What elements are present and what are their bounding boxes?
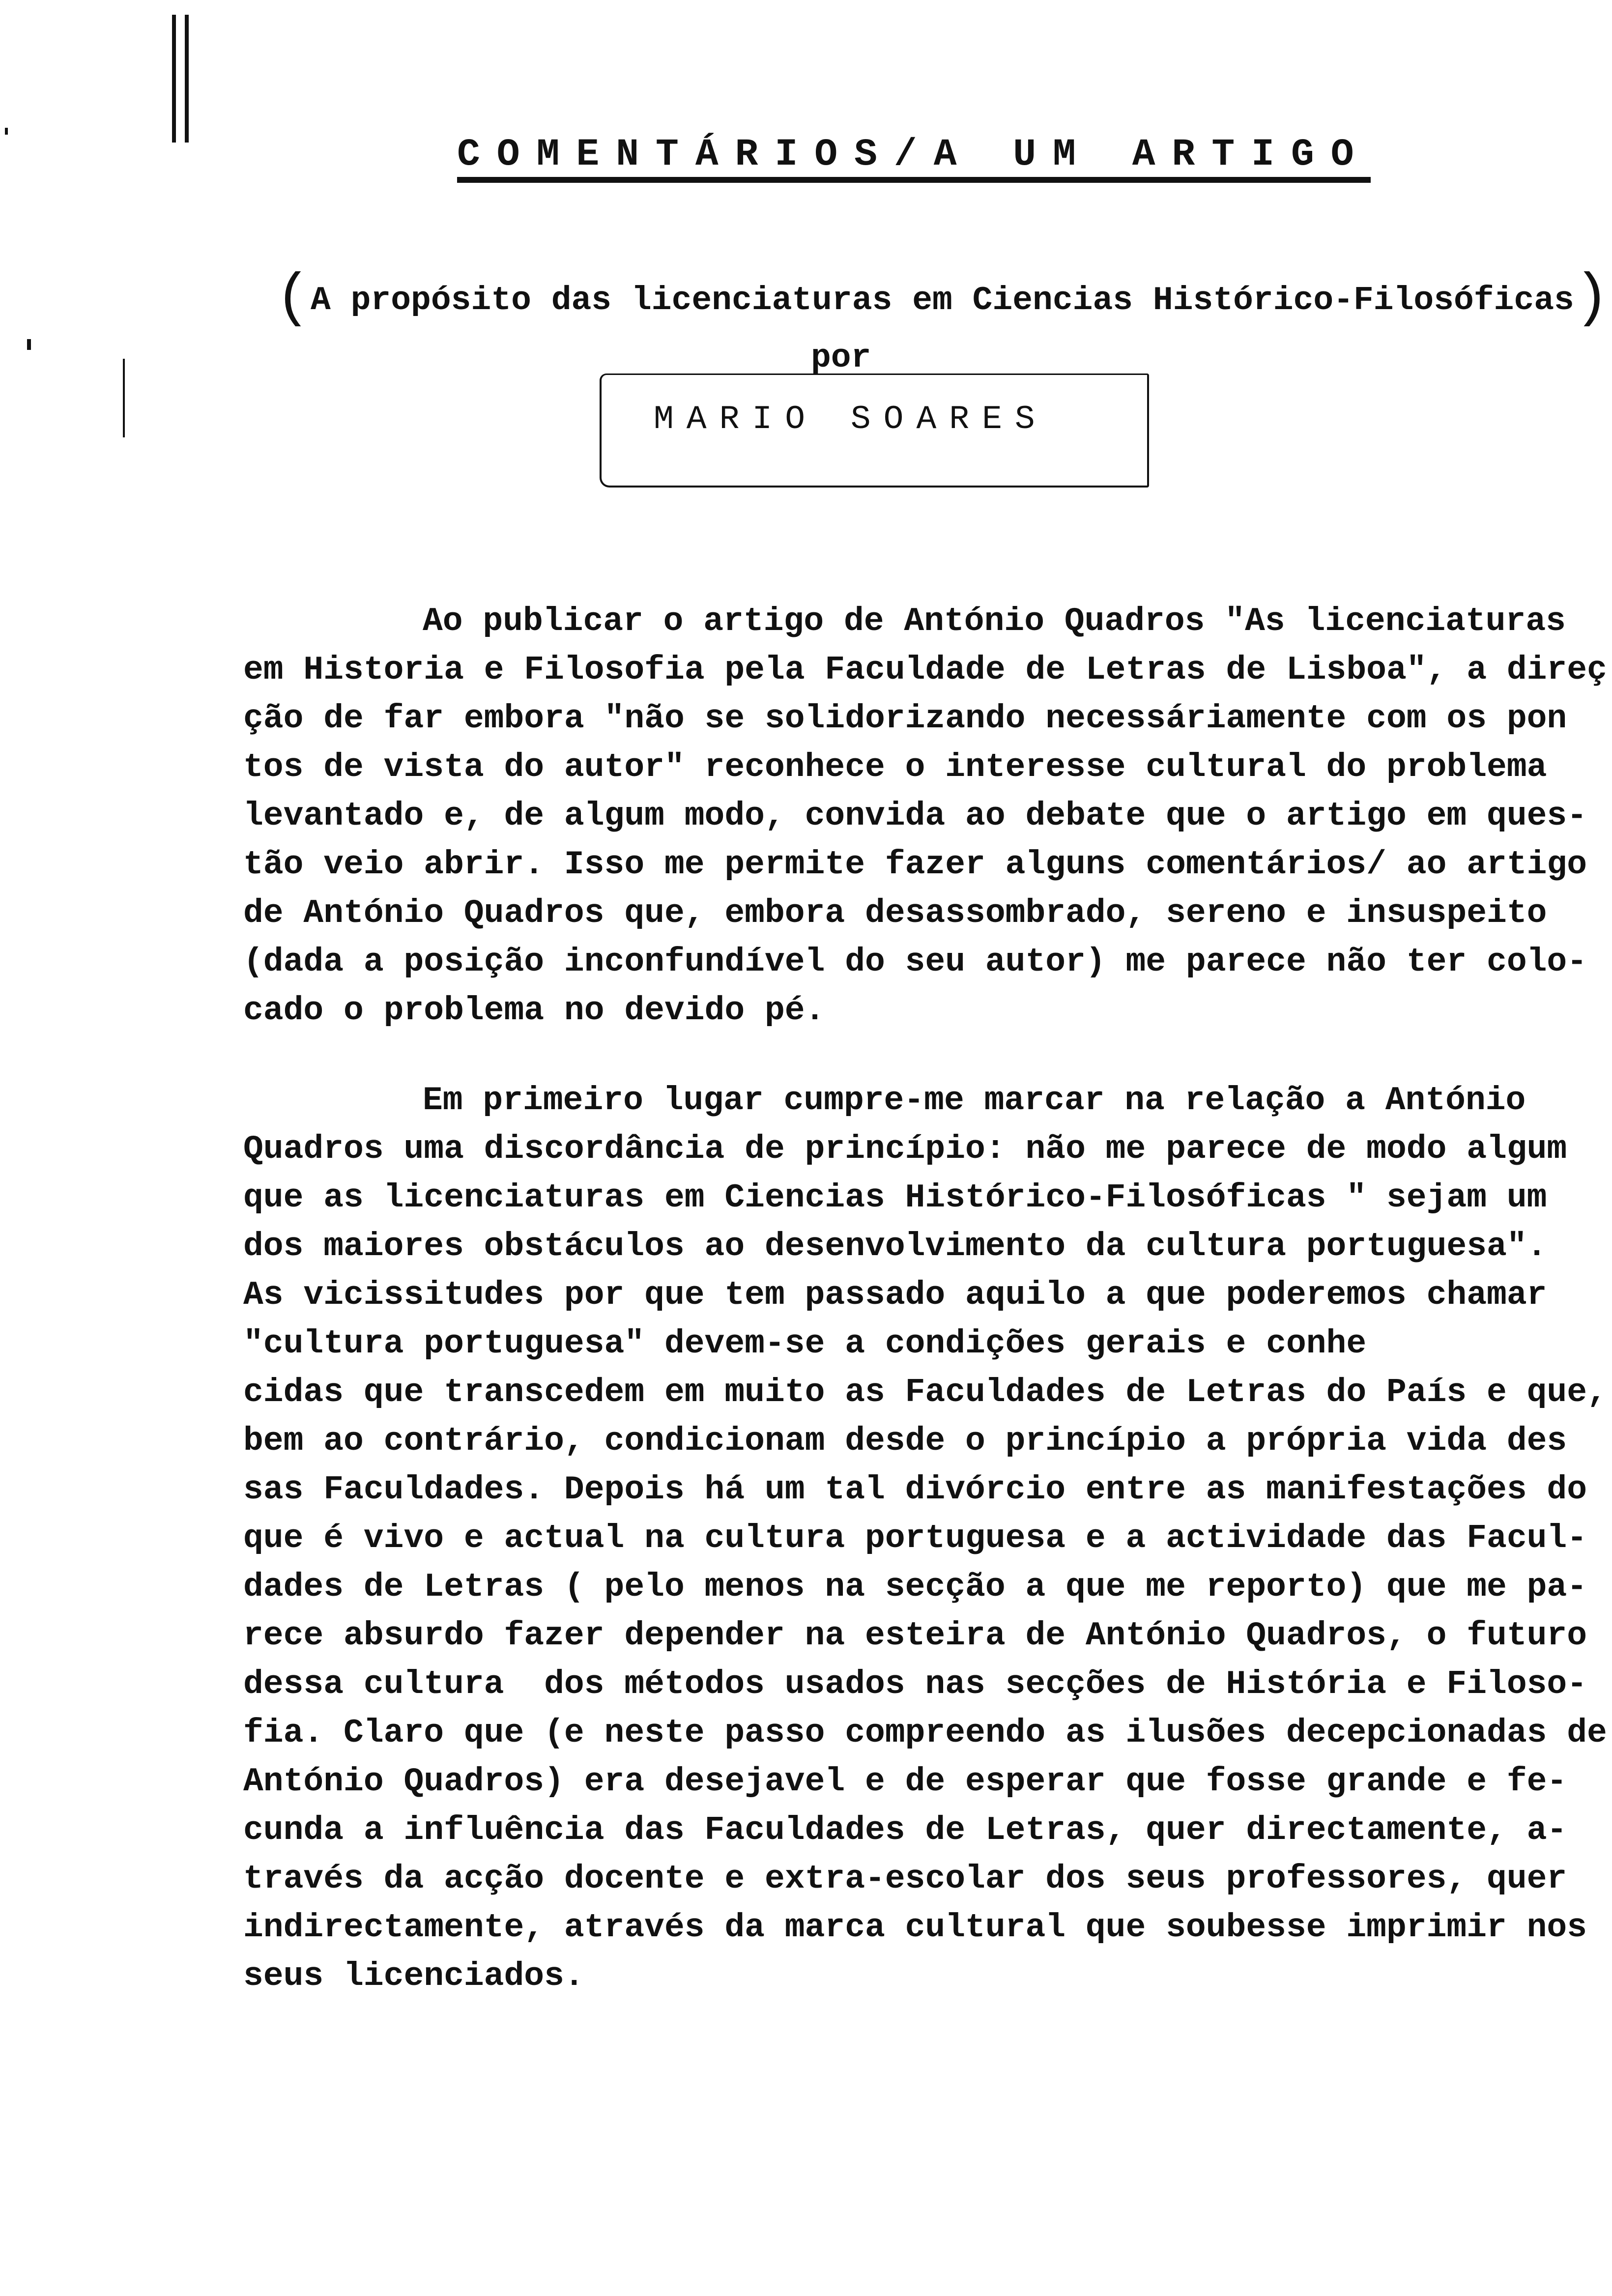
text-line: tão veio abrir. Isso me permite fazer alguns comentários/ ao artigo bbox=[243, 846, 1587, 884]
text-line: rece absurdo fazer depender na esteira de António Quadros, o futuro bbox=[243, 1617, 1587, 1655]
margin-mark bbox=[5, 128, 8, 135]
text-line: (dada a posição inconfundível do seu autor) me parece não ter colo- bbox=[243, 943, 1587, 981]
author-name: MARIO SOARES bbox=[654, 401, 1048, 438]
text-line: sas Faculdades. Depois há um tal divórcio entre as manifestações do bbox=[243, 1471, 1587, 1509]
text-line: dessa cultura dos métodos usados nas secções de História e Filoso- bbox=[243, 1665, 1587, 1703]
paragraph-1 bbox=[243, 597, 1607, 1035]
text-line: As vicissitudes por que tem passado aquilo a que poderemos chamar bbox=[243, 1276, 1547, 1314]
text-line: cidas que transcedem em muito as Faculdades de Letras do País e que, bbox=[243, 1374, 1607, 1411]
text-line: fia. Claro que (e neste passo compreendo as ilusões decepcionadas de bbox=[243, 1714, 1607, 1752]
text-line: Ao publicar o artigo de António Quadros "As licenciaturas bbox=[423, 603, 1566, 640]
text-line: indirectamente, através da marca cultural que soubesse imprimir nos bbox=[243, 1909, 1587, 1947]
text-line: "cultura portuguesa" devem-se a condições gerais e conhe bbox=[243, 1325, 1367, 1363]
text-line: em Historia e Filosofia pela Faculdade de Letras de Lisboa", a direç bbox=[243, 651, 1607, 689]
text-line: través da acção docente e extra-escolar dos seus professores, quer bbox=[243, 1860, 1567, 1898]
close-paren: ) bbox=[1574, 265, 1610, 332]
text-line: Quadros uma discordância de princípio: não me parece de modo algum bbox=[243, 1130, 1567, 1168]
byline-por: por bbox=[811, 339, 871, 377]
margin-mark bbox=[123, 359, 125, 437]
text-line: cado o problema no devido pé. bbox=[243, 992, 825, 1030]
margin-mark bbox=[27, 339, 31, 350]
text-line: dades de Letras ( pelo menos na secção a que me reporto) que me pa- bbox=[243, 1568, 1587, 1606]
text-line: cunda a influência das Faculdades de Letras, quer directamente, a- bbox=[243, 1811, 1567, 1849]
text-line: tos de vista do autor" reconhece o interesse cultural do problema bbox=[243, 748, 1547, 786]
text-line: levantado e, de algum modo, convida ao debate que o artigo em ques- bbox=[243, 797, 1587, 835]
text-line: que as licenciaturas em Ciencias Histórico-Filosóficas " sejam um bbox=[243, 1179, 1547, 1217]
text-line: dos maiores obstáculos ao desenvolvimento da cultura portuguesa". bbox=[243, 1228, 1547, 1265]
text-line: seus licenciados. bbox=[243, 1957, 584, 1995]
text-line: que é vivo e actual na cultura portuguesa e a actividade das Facul- bbox=[243, 1520, 1587, 1557]
text-line: António Quadros) era desejavel e de esperar que fosse grande e fe- bbox=[243, 1763, 1567, 1801]
page-number-mark bbox=[172, 15, 189, 143]
text-line: de António Quadros que, embora desassombrado, sereno e insuspeito bbox=[243, 894, 1547, 932]
text-line: Em primeiro lugar cumpre-me marcar na relação a António bbox=[423, 1082, 1526, 1119]
paragraph-2 bbox=[243, 1076, 1607, 2001]
subtitle-text: A propósito das licenciaturas em Ciencias Histórico-Filosóficas bbox=[311, 282, 1574, 319]
text-line: ção de far embora "não se solidorizando necessáriamente com os pon bbox=[243, 700, 1567, 738]
document-title: COMENTÁRIOS/A UM ARTIGO bbox=[457, 133, 1371, 183]
document-subtitle bbox=[275, 265, 1610, 332]
open-paren: ( bbox=[275, 265, 311, 332]
text-line: bem ao contrário, condicionam desde o princípio a própria vida des bbox=[243, 1422, 1567, 1460]
